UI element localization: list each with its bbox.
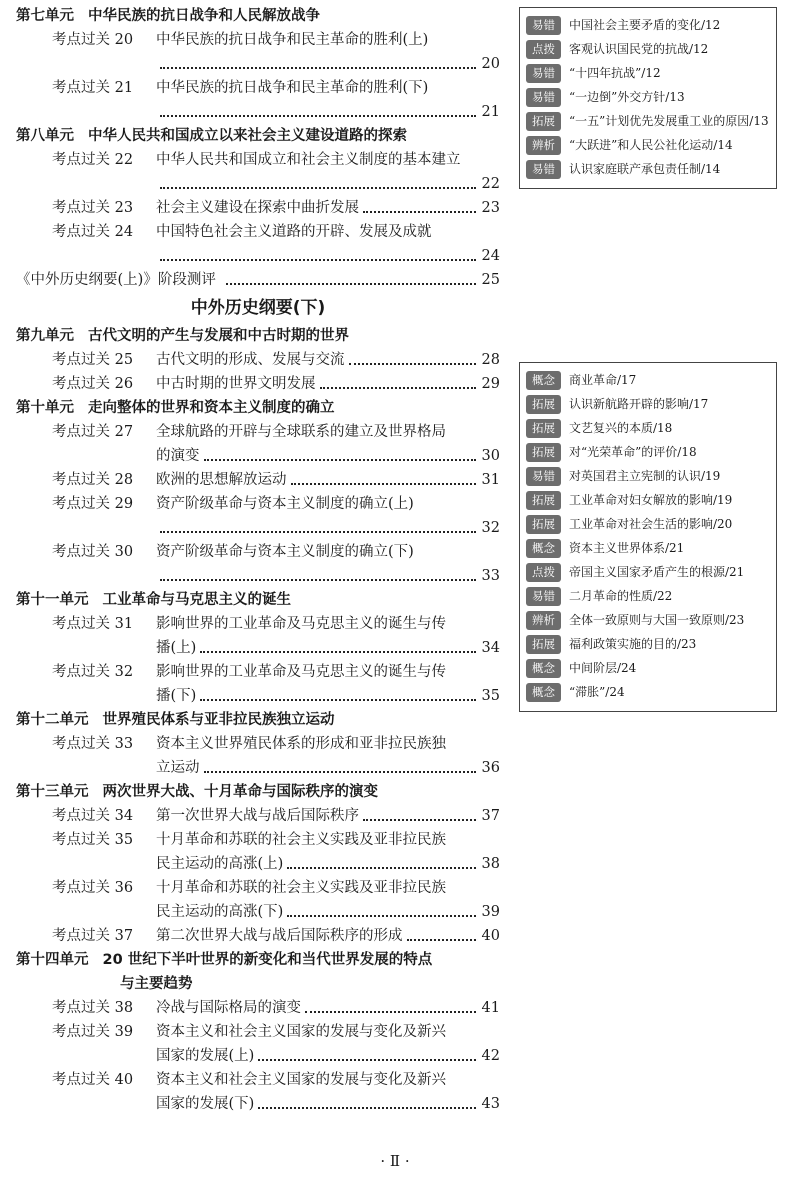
- lesson-body: [156, 876, 500, 924]
- unit-name: 第十一单元: [16, 592, 89, 608]
- lesson-title: 资产阶级革命与资本主义制度的确立(下): [156, 544, 414, 560]
- lesson-title-line: 国家的发展(上): [156, 1048, 255, 1064]
- tip-item[interactable]: [526, 371, 770, 390]
- tip-item[interactable]: [526, 136, 770, 155]
- tip-item[interactable]: [526, 587, 770, 606]
- page-number: 25: [481, 272, 500, 288]
- lesson-body: [156, 196, 500, 220]
- dot-leader: [160, 67, 476, 69]
- unit-name: 第九单元: [16, 328, 74, 344]
- lesson-label: 考点过关 32: [52, 664, 134, 680]
- lesson-row[interactable]: [16, 612, 500, 660]
- tip-text: 对英国君主立宪制的认识/19: [569, 469, 721, 483]
- lesson-last-line: [156, 636, 500, 660]
- tips-box-1: [519, 7, 777, 189]
- lesson-last-line: [156, 1044, 500, 1068]
- lesson-row[interactable]: [16, 372, 500, 396]
- tip-tag: 概念: [526, 683, 561, 702]
- lesson-title: 古代文明的形成、发展与交流: [156, 352, 345, 368]
- tip-text: “大跃进”和人民公社化运动/14: [569, 138, 733, 152]
- lesson-row[interactable]: [16, 540, 500, 588]
- unit-title: 中华人民共和国成立以来社会主义建设道路的探索: [88, 128, 407, 144]
- page-number: 32: [481, 520, 500, 536]
- tip-text: 客观认识国民党的抗战/12: [569, 42, 709, 56]
- lesson-label: 考点过关 27: [52, 424, 134, 440]
- lesson-label: 考点过关 29: [52, 496, 134, 512]
- lesson-body: [156, 612, 500, 660]
- tip-item[interactable]: [526, 515, 770, 534]
- lesson-body: [156, 492, 500, 540]
- lesson-row[interactable]: [16, 196, 500, 220]
- lesson-line: [156, 996, 500, 1020]
- lesson-label: 考点过关 36: [52, 880, 134, 896]
- lesson-body: [156, 372, 500, 396]
- stage-review-row[interactable]: [16, 268, 500, 292]
- lesson-row[interactable]: [16, 732, 500, 780]
- section-title: 中外历史纲要(下): [190, 298, 326, 318]
- lesson-row[interactable]: [16, 924, 500, 948]
- lesson-row[interactable]: [16, 28, 500, 76]
- lesson-title: 欧洲的思想解放运动: [156, 472, 287, 488]
- unit-heading: [16, 588, 500, 612]
- tip-item[interactable]: [526, 112, 770, 131]
- unit-name: 第十四单元: [16, 952, 89, 968]
- tip-text: “十四年抗战”/12: [569, 66, 661, 80]
- lesson-title-line: 资本主义世界殖民体系的形成和亚非拉民族独: [156, 736, 446, 752]
- page-number: 39: [481, 904, 500, 920]
- dot-leader: [287, 915, 475, 917]
- tip-text: 认识新航路开辟的影响/17: [569, 397, 709, 411]
- tip-text: 认识家庭联产承包责任制/14: [569, 162, 721, 176]
- dot-leader: [291, 483, 476, 485]
- lesson-label: 考点过关 34: [52, 808, 134, 824]
- page-number: 40: [481, 928, 500, 944]
- tip-item[interactable]: [526, 64, 770, 83]
- tips-box-2: [519, 362, 777, 712]
- unit-name: 第十单元: [16, 400, 74, 416]
- lesson-row[interactable]: [16, 660, 500, 708]
- tip-text: 中间阶层/24: [569, 661, 637, 675]
- tip-tag: 拓展: [526, 515, 561, 534]
- tip-tag: 拓展: [526, 112, 561, 131]
- lesson-label: 考点过关 20: [52, 32, 134, 48]
- tip-text: 资本主义世界体系/21: [569, 541, 685, 555]
- dot-leader: [320, 387, 476, 389]
- tip-item[interactable]: [526, 88, 770, 107]
- lesson-body: [156, 348, 500, 372]
- dot-leader: [160, 579, 476, 581]
- lesson-title: 第二次世界大战与战后国际秩序的形成: [156, 928, 403, 944]
- tip-item[interactable]: [526, 160, 770, 179]
- unit-name: 第十三单元: [16, 784, 89, 800]
- lesson-title-line: 的演变: [156, 448, 200, 464]
- unit-title-line: 20 世纪下半叶世界的新变化和当代世界发展的特点: [102, 952, 433, 968]
- tip-text: 帝国主义国家矛盾产生的根源/21: [569, 565, 745, 579]
- tip-tag: 点拨: [526, 40, 561, 59]
- tip-item[interactable]: [526, 395, 770, 414]
- lesson-body: [156, 28, 500, 76]
- lesson-label: 考点过关 30: [52, 544, 134, 560]
- lesson-label: 考点过关 39: [52, 1024, 134, 1040]
- lesson-row[interactable]: [16, 1020, 500, 1068]
- dot-leader: [258, 1107, 475, 1109]
- lesson-row[interactable]: [16, 348, 500, 372]
- lesson-last-line: [156, 444, 500, 468]
- lesson-line: [156, 348, 500, 372]
- dot-leader: [363, 211, 476, 213]
- dot-leader: [258, 1059, 475, 1061]
- tip-tag: 拓展: [526, 419, 561, 438]
- page-number: 37: [481, 808, 500, 824]
- lesson-title: 中华人民共和国成立和社会主义制度的基本建立: [156, 152, 461, 168]
- lesson-body: [156, 540, 500, 588]
- lesson-label: 考点过关 23: [52, 200, 134, 216]
- tip-item[interactable]: [526, 40, 770, 59]
- tip-tag: 拓展: [526, 635, 561, 654]
- page-number: 22: [481, 176, 500, 192]
- page-number: 34: [481, 640, 500, 656]
- unit-heading: [16, 324, 500, 348]
- unit-heading: [16, 4, 500, 28]
- tip-text: “一边倒”外交方针/13: [569, 90, 685, 104]
- lesson-title-line: 民主运动的高涨(上): [156, 856, 284, 872]
- lesson-title: 资产阶级革命与资本主义制度的确立(上): [156, 496, 414, 512]
- tip-tag: 辨析: [526, 136, 561, 155]
- lesson-title: 中古时期的世界文明发展: [156, 376, 316, 392]
- lesson-label: 考点过关 21: [52, 80, 134, 96]
- lesson-title-line: 十月革命和苏联的社会主义实践及亚非拉民族: [156, 832, 446, 848]
- lesson-last-line: [156, 900, 500, 924]
- page-number: 38: [481, 856, 500, 872]
- page-number: 42: [481, 1048, 500, 1064]
- tip-tag: 易错: [526, 467, 561, 486]
- unit-title: 两次世界大战、十月革命与国际秩序的演变: [102, 784, 378, 800]
- tip-item[interactable]: [526, 539, 770, 558]
- lesson-last-line: [156, 244, 500, 268]
- tip-item[interactable]: [526, 611, 770, 630]
- lesson-row[interactable]: [16, 468, 500, 492]
- unit-name: 第十二单元: [16, 712, 89, 728]
- lesson-title-line: 影响世界的工业革命及马克思主义的诞生与传: [156, 664, 446, 680]
- tip-tag: 拓展: [526, 443, 561, 462]
- lesson-label: 考点过关 28: [52, 472, 134, 488]
- page-number: 29: [481, 376, 500, 392]
- tip-item[interactable]: [526, 419, 770, 438]
- lesson-body: [156, 148, 500, 196]
- dot-leader: [226, 268, 476, 285]
- lesson-title-line: 全球航路的开辟与全球联系的建立及世界格局: [156, 424, 446, 440]
- lesson-row[interactable]: [16, 220, 500, 268]
- tip-item[interactable]: [526, 467, 770, 486]
- unit-title: 工业革命与马克思主义的诞生: [102, 592, 291, 608]
- dot-leader: [287, 867, 475, 869]
- tip-tag: 概念: [526, 539, 561, 558]
- dot-leader: [160, 259, 476, 261]
- unit-name: 第八单元: [16, 128, 74, 144]
- lesson-title-line: 十月革命和苏联的社会主义实践及亚非拉民族: [156, 880, 446, 896]
- tip-tag: 易错: [526, 587, 561, 606]
- lesson-title-line: 国家的发展(下): [156, 1096, 255, 1112]
- unit-heading: [16, 948, 500, 996]
- page-number: 35: [481, 688, 500, 704]
- dot-leader: [200, 699, 475, 701]
- unit-heading: [16, 396, 500, 420]
- lesson-last-line: [156, 756, 500, 780]
- lesson-row[interactable]: [16, 1068, 500, 1116]
- tip-text: 中国社会主要矛盾的变化/12: [569, 18, 721, 32]
- stage-review-title: 《中外历史纲要(上)》阶段测评: [16, 272, 216, 288]
- lesson-line: [156, 804, 500, 828]
- tip-item[interactable]: [526, 443, 770, 462]
- dot-leader: [305, 1011, 476, 1013]
- unit-title: 中华民族的抗日战争和人民解放战争: [88, 8, 320, 24]
- lesson-row[interactable]: [16, 996, 500, 1020]
- tip-tag: 易错: [526, 88, 561, 107]
- tip-text: 福利政策实施的目的/23: [569, 637, 697, 651]
- page-number: 23: [481, 200, 500, 216]
- tip-text: 工业革命对妇女解放的影响/19: [569, 493, 733, 507]
- page-number: 30: [481, 448, 500, 464]
- tip-item[interactable]: [526, 491, 770, 510]
- tip-tag: 辨析: [526, 611, 561, 630]
- lesson-title: 中华民族的抗日战争和民主革命的胜利(下): [156, 80, 429, 96]
- lesson-last-line: [156, 852, 500, 876]
- page-number: 24: [481, 248, 500, 264]
- lesson-last-line: [156, 172, 500, 196]
- lesson-row[interactable]: [16, 148, 500, 196]
- lesson-last-line: [156, 516, 500, 540]
- lesson-label: 考点过关 24: [52, 224, 134, 240]
- tip-item[interactable]: [526, 16, 770, 35]
- unit-heading: [16, 124, 500, 148]
- dot-leader: [349, 363, 476, 365]
- lesson-row[interactable]: [16, 76, 500, 124]
- tip-text: 工业革命对社会生活的影响/20: [569, 517, 733, 531]
- tip-item[interactable]: [526, 635, 770, 654]
- page-number: 21: [481, 104, 500, 120]
- tip-text: “滞胀”/24: [569, 685, 625, 699]
- tip-text: 全体一致原则与大国一致原则/23: [569, 613, 745, 627]
- dot-leader: [160, 531, 476, 533]
- lesson-row[interactable]: [16, 492, 500, 540]
- unit-name: 第七单元: [16, 8, 74, 24]
- page-number: 36: [481, 760, 500, 776]
- tip-tag: 易错: [526, 16, 561, 35]
- lesson-last-line: [156, 1092, 500, 1116]
- lesson-line: [156, 196, 500, 220]
- tip-tag: 易错: [526, 160, 561, 179]
- lesson-title-line: 资本主义和社会主义国家的发展与变化及新兴: [156, 1024, 446, 1040]
- lesson-label: 考点过关 37: [52, 928, 134, 944]
- unit-title: 世界殖民体系与亚非拉民族独立运动: [102, 712, 335, 728]
- lesson-title: 冷战与国际格局的演变: [156, 1000, 301, 1016]
- lesson-title-line: 播(上): [156, 640, 197, 656]
- dot-leader: [160, 115, 476, 117]
- tip-tag: 拓展: [526, 395, 561, 414]
- lesson-body: [156, 732, 500, 780]
- lesson-body: [156, 76, 500, 124]
- lesson-row[interactable]: [16, 876, 500, 924]
- page-number: 28: [481, 352, 500, 368]
- tip-tag: 概念: [526, 371, 561, 390]
- lesson-title-line: 播(下): [156, 688, 197, 704]
- lesson-title-line: 影响世界的工业革命及马克思主义的诞生与传: [156, 616, 446, 632]
- lesson-label: 考点过关 35: [52, 832, 134, 848]
- tip-tag: 拓展: [526, 491, 561, 510]
- page-number: 33: [481, 568, 500, 584]
- tip-tag: 易错: [526, 64, 561, 83]
- tip-text: 文艺复兴的本质/18: [569, 421, 673, 435]
- lesson-body: [156, 996, 500, 1020]
- tip-item[interactable]: [526, 683, 770, 702]
- page-number: 41: [481, 1000, 500, 1016]
- lesson-line: [156, 372, 500, 396]
- unit-heading: [16, 708, 500, 732]
- lesson-label: 考点过关 25: [52, 352, 134, 368]
- lesson-body: [156, 924, 500, 948]
- lesson-title-line: 资本主义和社会主义国家的发展与变化及新兴: [156, 1072, 446, 1088]
- unit-heading: [16, 780, 500, 804]
- lesson-body: [156, 828, 500, 876]
- lesson-body: [156, 420, 500, 468]
- unit-title: 古代文明的产生与发展和中古时期的世界: [88, 328, 349, 344]
- lesson-body: [156, 220, 500, 268]
- tip-item[interactable]: [526, 659, 770, 678]
- tip-text: 商业革命/17: [569, 373, 637, 387]
- lesson-row[interactable]: [16, 804, 500, 828]
- lesson-title-line: 立运动: [156, 760, 200, 776]
- lesson-last-line: [156, 52, 500, 76]
- page-number: 20: [481, 56, 500, 72]
- lesson-title: 社会主义建设在探索中曲折发展: [156, 200, 359, 216]
- tip-tag: 点拨: [526, 563, 561, 582]
- lesson-label: 考点过关 22: [52, 152, 134, 168]
- lesson-body: [156, 468, 500, 492]
- lesson-last-line: [156, 684, 500, 708]
- tip-item[interactable]: [526, 563, 770, 582]
- lesson-body: [156, 1068, 500, 1116]
- lesson-body: [156, 804, 500, 828]
- lesson-title: 中华民族的抗日战争和民主革命的胜利(上): [156, 32, 429, 48]
- lesson-line: [156, 924, 500, 948]
- lesson-last-line: [156, 100, 500, 124]
- page-number: 31: [481, 472, 500, 488]
- lesson-label: 考点过关 40: [52, 1072, 134, 1088]
- unit-title: 走向整体的世界和资本主义制度的确立: [88, 400, 335, 416]
- lesson-label: 考点过关 31: [52, 616, 134, 632]
- table-of-contents: [16, 4, 500, 1116]
- lesson-row[interactable]: [16, 828, 500, 876]
- page-number: · Ⅱ ·: [380, 1152, 410, 1170]
- tip-text: 二月革命的性质/22: [569, 589, 673, 603]
- tip-text: “一五”计划优先发展重工业的原因/13: [569, 114, 769, 128]
- lesson-line: [156, 468, 500, 492]
- lesson-label: 考点过关 38: [52, 1000, 134, 1016]
- dot-leader: [200, 651, 475, 653]
- tip-tag: 概念: [526, 659, 561, 678]
- lesson-row[interactable]: [16, 420, 500, 468]
- lesson-body: [156, 1020, 500, 1068]
- lesson-last-line: [156, 564, 500, 588]
- lesson-label: 考点过关 26: [52, 376, 134, 392]
- lesson-title: 第一次世界大战与战后国际秩序: [156, 808, 359, 824]
- lesson-title-line: 民主运动的高涨(下): [156, 904, 284, 920]
- dot-leader: [160, 187, 476, 189]
- lesson-label: 考点过关 33: [52, 736, 134, 752]
- dot-leader: [407, 939, 476, 941]
- dot-leader: [204, 771, 476, 773]
- page-number: 43: [481, 1096, 500, 1112]
- lesson-title: 中国特色社会主义道路的开辟、发展及成就: [156, 224, 432, 240]
- dot-leader: [204, 459, 476, 461]
- tip-text: 对“光荣革命”的评价/18: [569, 445, 697, 459]
- lesson-body: [156, 660, 500, 708]
- dot-leader: [363, 819, 476, 821]
- unit-title-line: 与主要趋势: [120, 976, 193, 992]
